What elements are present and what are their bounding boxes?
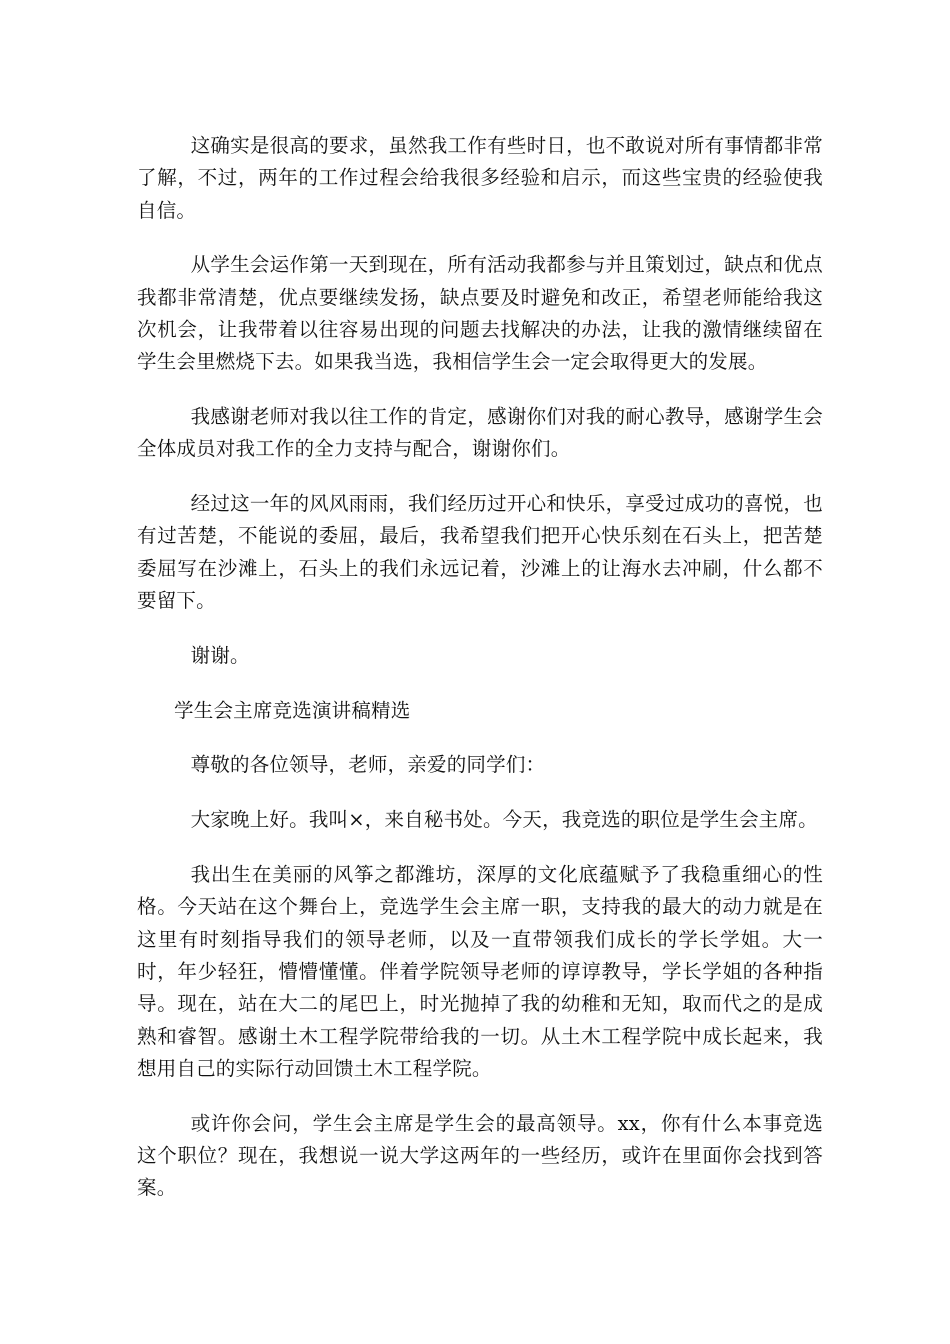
document-body — [137, 130, 823, 1227]
paragraph-5: 谢谢。 — [190, 643, 250, 667]
salutation: 尊敬的各位领导，老师，亲爱的同学们： — [190, 753, 546, 777]
section-title: 学生会主席竞选演讲稿精选 — [174, 698, 411, 722]
paragraph-4: 经过这一年的风风雨雨，我们经历过开心和快乐，享受过成功的喜悦，也有过苦楚，不能说的委屈，最后，我希望我们把开心快乐刻在石头上，把苦楚委屈写在沙滩上，石头上的我们永远记着，沙滩上的让海水去冲刷，什么都不要留下。 — [137, 492, 823, 613]
paragraph-9: 我出生在美丽的风筝之都潍坊，深厚的文化底蕴赋予了我稳重细心的性格。今天站在这个舞台上，竞选学生会主席一职，支持我的最大的动力就是在这里有时刻指导我们的领导老师，以及一直带领我们成长的学长学姐。大一时，年少轻狂，懵懵懂懂。伴着学院领导老师的谆谆教导，学长学姐的各种指导。现在，站在大二的尾巴上，时光抛掉了我的幼稚和无知，取而代之的是成熟和睿智。感谢土木工程学院带给我的一切。从土木工程学院中成长起来，我想用自己的实际行动回馈土木工程学院。 — [137, 863, 823, 1080]
paragraph-3: 我感谢老师对我以往工作的肯定，感谢你们对我的耐心教导，感谢学生会全体成员对我工作的全力支持与配合，谢谢你们。 — [137, 405, 823, 461]
paragraph-2: 从学生会运作第一天到现在，所有活动我都参与并且策划过，缺点和优点我都非常清楚，优点要继续发扬，缺点要及时避免和改正，希望老师能给我这次机会，让我带着以往容易出现的问题去找解决的办法，让我的激情继续留在学生会里燃烧下去。如果我当选，我相信学生会一定会取得更大的发展。 — [137, 253, 823, 374]
paragraph-8: 大家晚上好。我叫×，来自秘书处。今天，我竞选的职位是学生会主席。 — [190, 808, 818, 832]
paragraph-10: 或许你会问，学生会主席是学生会的最高领导。xx，你有什么本事竞选这个职位？现在，我想说一说大学这两年的一些经历，或许在里面你会找到答案。 — [137, 1111, 823, 1200]
paragraph-1: 这确实是很高的要求，虽然我工作有些时日，也不敢说对所有事情都非常了解，不过，两年的工作过程会给我很多经验和启示，而这些宝贵的经验使我自信。 — [137, 134, 823, 222]
